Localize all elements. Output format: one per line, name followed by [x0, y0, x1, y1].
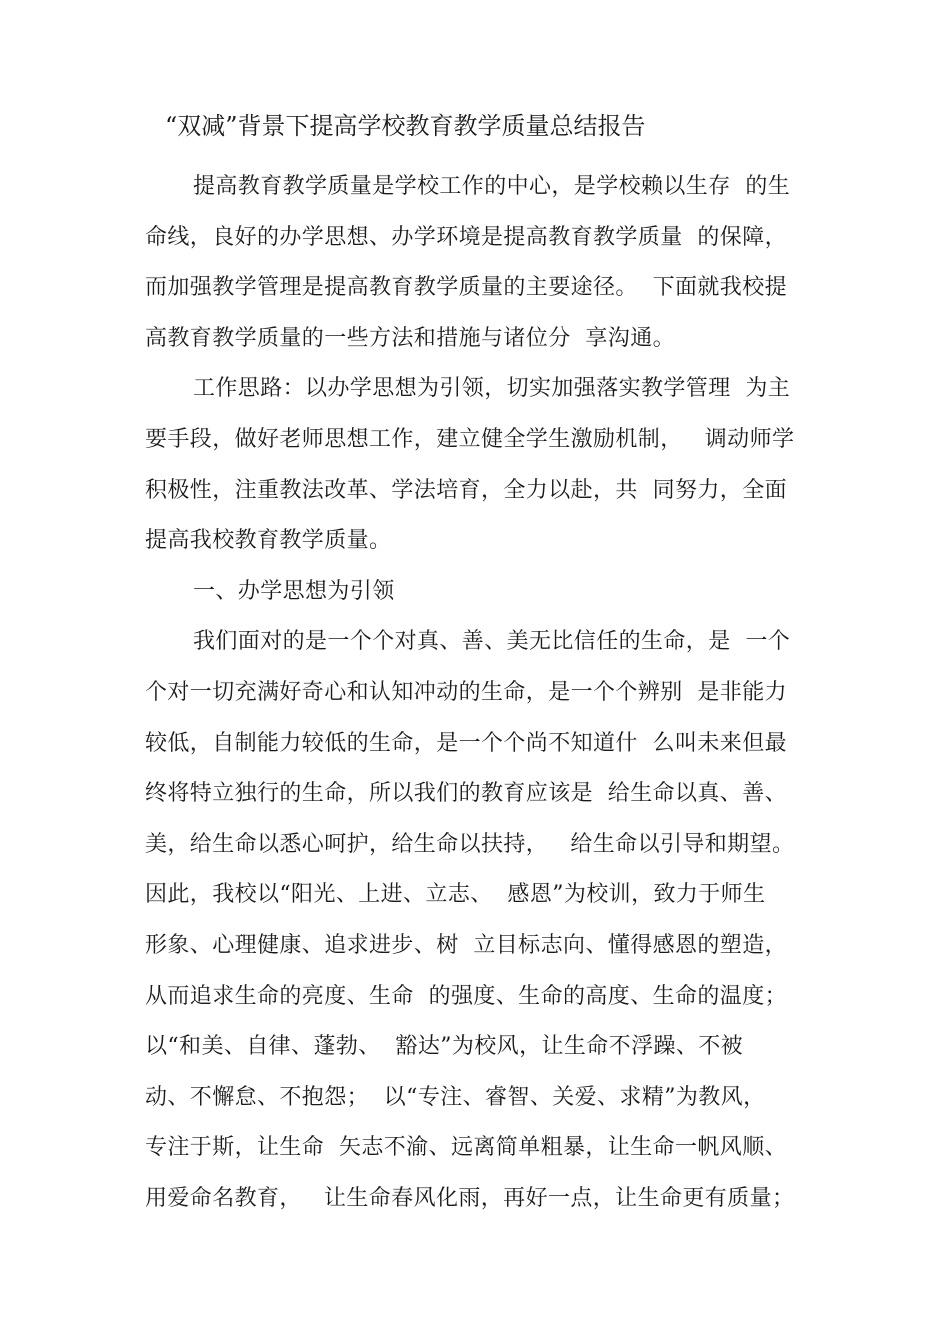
paragraph-line: 因此，我校以“阳光、上进、立志、 感恩”为校训，致力于师生 [145, 882, 766, 908]
paragraph-line: 高教育教学质量的一些方法和措施与诸位分 享沟通。 [145, 325, 675, 351]
paragraph-line: 工作思路：以办学思想为引领，切实加强落实教学管理 为主 [193, 376, 791, 402]
paragraph-line: 而加强教学管理是提高教育教学质量的主要途径。 下面就我校提 [145, 275, 787, 301]
paragraph-line: 要手段，做好老师思想工作，建立健全学生激励机制， 调动师学 [145, 427, 795, 452]
paragraph-line: 一、办学思想为引领 [193, 578, 395, 604]
paragraph-line: 较低，自制能力较低的生命，是一个个尚不知道什 么叫未来但最 [145, 730, 787, 756]
paragraph-line: 形象、心理健康、追求进步、树 立目标志向、懂得感恩的塑造， [145, 933, 787, 958]
document-title: “双减”背景下提高学校教育教学质量总结报告 [165, 112, 646, 140]
paragraph-line: 提高我校教育教学质量。 [145, 528, 392, 554]
paragraph-line: 终将特立独行的生命，所以我们的教育应该是 给生命以真、善、 [145, 781, 787, 807]
paragraph-line: 提高教育教学质量是学校工作的中心，是学校赖以生存 的生 [193, 174, 791, 199]
paragraph-line: 以“和美、自律、蓬勃、 豁达”为校风，让生命不浮躁、不被 [145, 1034, 744, 1060]
paragraph-line: 个对一切充满好奇心和认知冲动的生命，是一个个辨别 是非能力 [145, 680, 787, 705]
paragraph-line: 命线，良好的办学思想、办学环境是提高教育教学质量 的保障， [145, 224, 787, 250]
paragraph-line: 积极性，注重教法改革、学法培育，全力以赴，共 同努力，全面 [145, 477, 787, 503]
paragraph-line: 用爱命名教育， 让生命春风化雨，再好一点，让生命更有质量； [145, 1186, 795, 1211]
paragraph-line: 专注于斯，让生命 矢志不渝、远离简单粗暴，让生命一帆风顺、 [145, 1135, 787, 1161]
paragraph-line: 美，给生命以悉心呵护，给生命以扶持， 给生命以引导和期望。 [145, 831, 795, 857]
paragraph-line: 动、不懈怠、不抱怨； 以“专注、睿智、关爱、求精”为教风， [145, 1084, 766, 1110]
paragraph-line: 我们面对的是一个个对真、善、美无比信任的生命，是 一个 [193, 629, 791, 655]
paragraph-line: 从而追求生命的亮度、生命 的强度、生命的高度、生命的温度； [145, 983, 787, 1009]
